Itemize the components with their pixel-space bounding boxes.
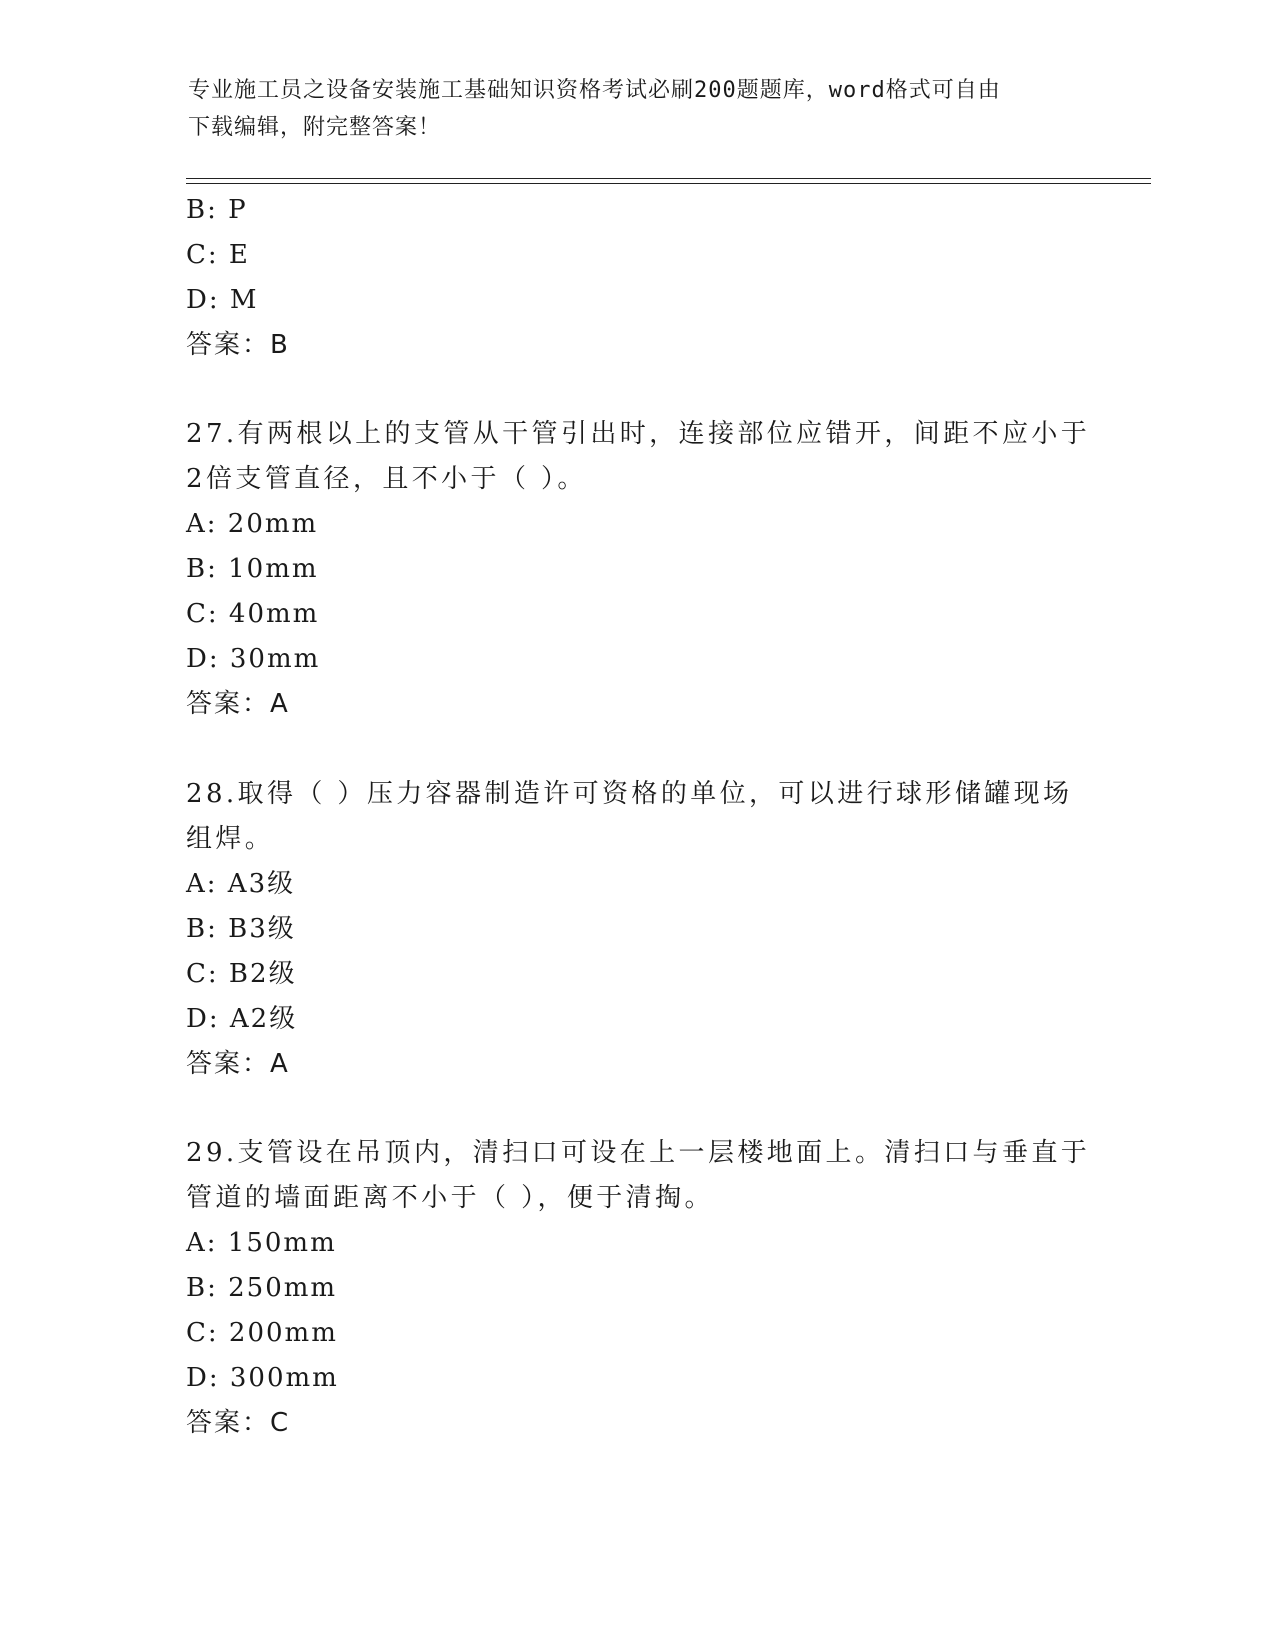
- option-d: D: A2级: [186, 1004, 298, 1034]
- option-c: C: B2级: [186, 959, 297, 989]
- option-c: C: E: [186, 240, 250, 270]
- option-a: A: 20mm: [186, 509, 319, 539]
- header-divider-bottom: [186, 183, 1151, 184]
- option-a: A: A3级: [186, 869, 296, 899]
- option-d: D: 300mm: [186, 1363, 339, 1393]
- option-b: B: 10mm: [186, 554, 319, 584]
- option-d: D: M: [186, 285, 259, 315]
- header-line-1: 专业施工员之设备安装施工基础知识资格考试必刷200题题库，word格式可自由: [188, 78, 1001, 103]
- question-stem-27-line-1: 27.有两根以上的支管从干管引出时，连接部位应错开，间距不应小于: [186, 419, 1091, 449]
- option-b: B: P: [186, 195, 248, 225]
- question-stem-28-line-1: 28.取得（ ）压力容器制造许可资格的单位，可以进行球形储罐现场: [186, 779, 1073, 809]
- question-stem-29-line-1: 29.支管设在吊顶内，清扫口可设在上一层楼地面上。清扫口与垂直于: [186, 1138, 1091, 1168]
- option-c: C: 40mm: [186, 599, 320, 629]
- header-line-2: 下载编辑，附完整答案！: [188, 115, 442, 140]
- answer-line: 答案：A: [186, 1049, 290, 1079]
- answer-line: 答案：B: [186, 330, 290, 360]
- option-d: D: 30mm: [186, 644, 321, 674]
- question-stem-27-line-2: 2倍支管直径，且不小于（ ）。: [186, 464, 587, 494]
- option-b: B: 250mm: [186, 1273, 338, 1303]
- option-b: B: B3级: [186, 914, 296, 944]
- option-a: A: 150mm: [186, 1228, 337, 1258]
- question-stem-28-line-2: 组焊。: [186, 824, 275, 854]
- answer-line: 答案：C: [186, 1408, 291, 1438]
- option-c: C: 200mm: [186, 1318, 338, 1348]
- question-stem-29-line-2: 管道的墙面距离不小于（ ），便于清掏。: [186, 1183, 714, 1213]
- header-divider-top: [186, 178, 1151, 179]
- answer-line: 答案：A: [186, 689, 290, 719]
- document-header: [188, 72, 1088, 146]
